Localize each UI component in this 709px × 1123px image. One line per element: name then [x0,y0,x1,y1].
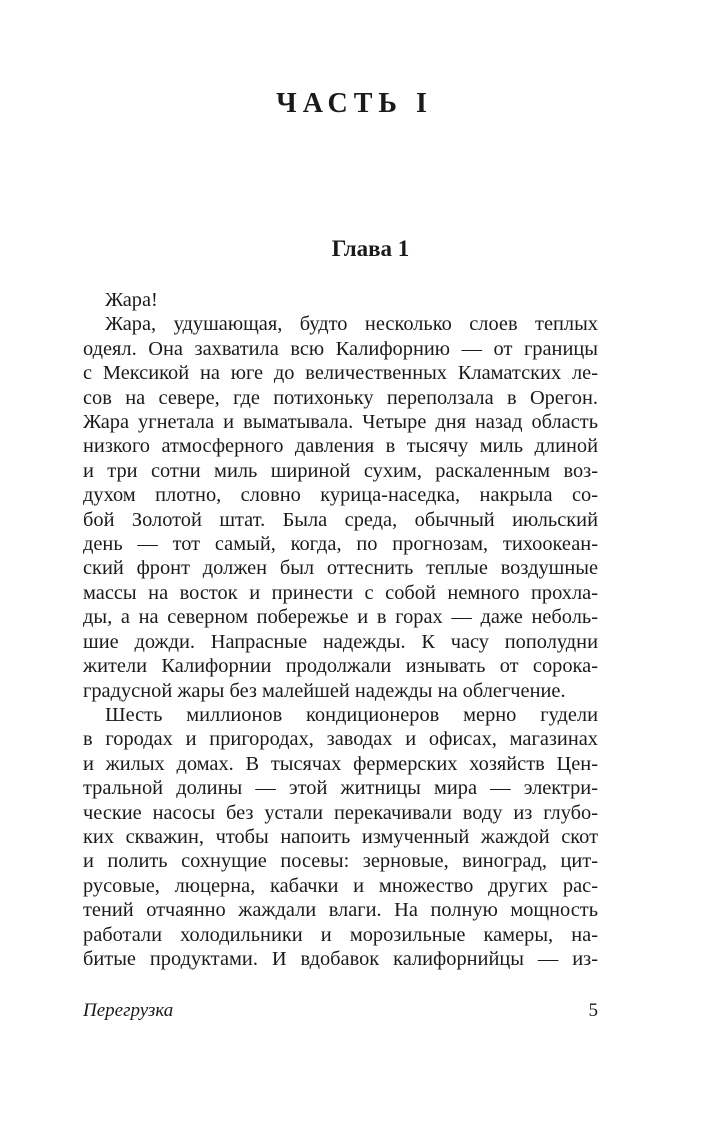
text-line: и полить сохнущие посевы: зерновые, виноград, цит- [83,850,598,873]
text-line: бой Золотой штат. Была среда, обычный июльский [83,508,598,531]
text-line: день — тот самый, когда, по прогнозам, тихоокеан- [83,533,598,556]
text-line: сов на севере, где потихоньку переползала в Орегон. [83,386,598,409]
text-line: тральной долины — этой житницы мира — электри- [83,777,598,800]
chapter-body [83,288,598,971]
text-line: духом плотно, словно курица-наседка, накрыла со- [83,484,598,507]
text-line: ких скважин, чтобы напоить измученный жаждой скот [83,825,598,848]
part-title: ЧАСТЬ I [276,88,433,119]
text-line: Жара, удушающая, будто несколько слоев теплых [105,313,598,336]
chapter-title: Глава 1 [331,236,410,261]
page-number: 5 [588,1000,598,1021]
text-line: шие дожди. Напрасные надежды. К часу пополудни [83,630,598,653]
text-line: одеял. Она захватила всю Калифорнию — от границы [83,337,598,360]
text-line: градусной жары без малейшей надежды на облегчение. [83,679,566,702]
text-line: и три сотни миль шириной сухим, раскаленным воз- [83,459,598,482]
text-line: в городах и пригородах, заводах и офисах, магазинах [83,728,598,751]
text-line: низкого атмосферного давления в тысячу миль длиной [83,435,598,458]
text-line: битые продуктами. И вдобавок калифорнийцы — из- [83,947,598,970]
text-line: ческие насосы без устали перекачивали воду из глубо- [83,801,598,824]
text-line: работали холодильники и морозильные камеры, на- [83,923,598,946]
text-line: ды, а на северном побережье и в горах — даже неболь- [83,606,598,629]
text-line: и жилых домах. В тысячах фермерских хозяйств Цен- [83,752,598,775]
text-line: русовые, люцерна, кабачки и множество других рас- [83,874,598,897]
text-line: жители Калифорнии продолжали изнывать от сорока- [83,655,598,678]
text-line: массы на восток и принести с собой немного прохла- [83,581,598,604]
text-line: Шесть миллионов кондиционеров мерно гудели [105,703,598,726]
footer-book-title: Перегрузка [83,1000,174,1021]
text-line: Жара! [105,289,158,311]
text-line: ский фронт должен был оттеснить теплые воздушные [83,557,598,580]
text-line: тений отчаянно жаждали влаги. На полную мощность [83,899,598,922]
text-line: с Мексикой на юге до величественных Кламатских ле- [83,362,598,385]
text-line: Жара угнетала и выматывала. Четыре дня назад область [83,411,598,434]
